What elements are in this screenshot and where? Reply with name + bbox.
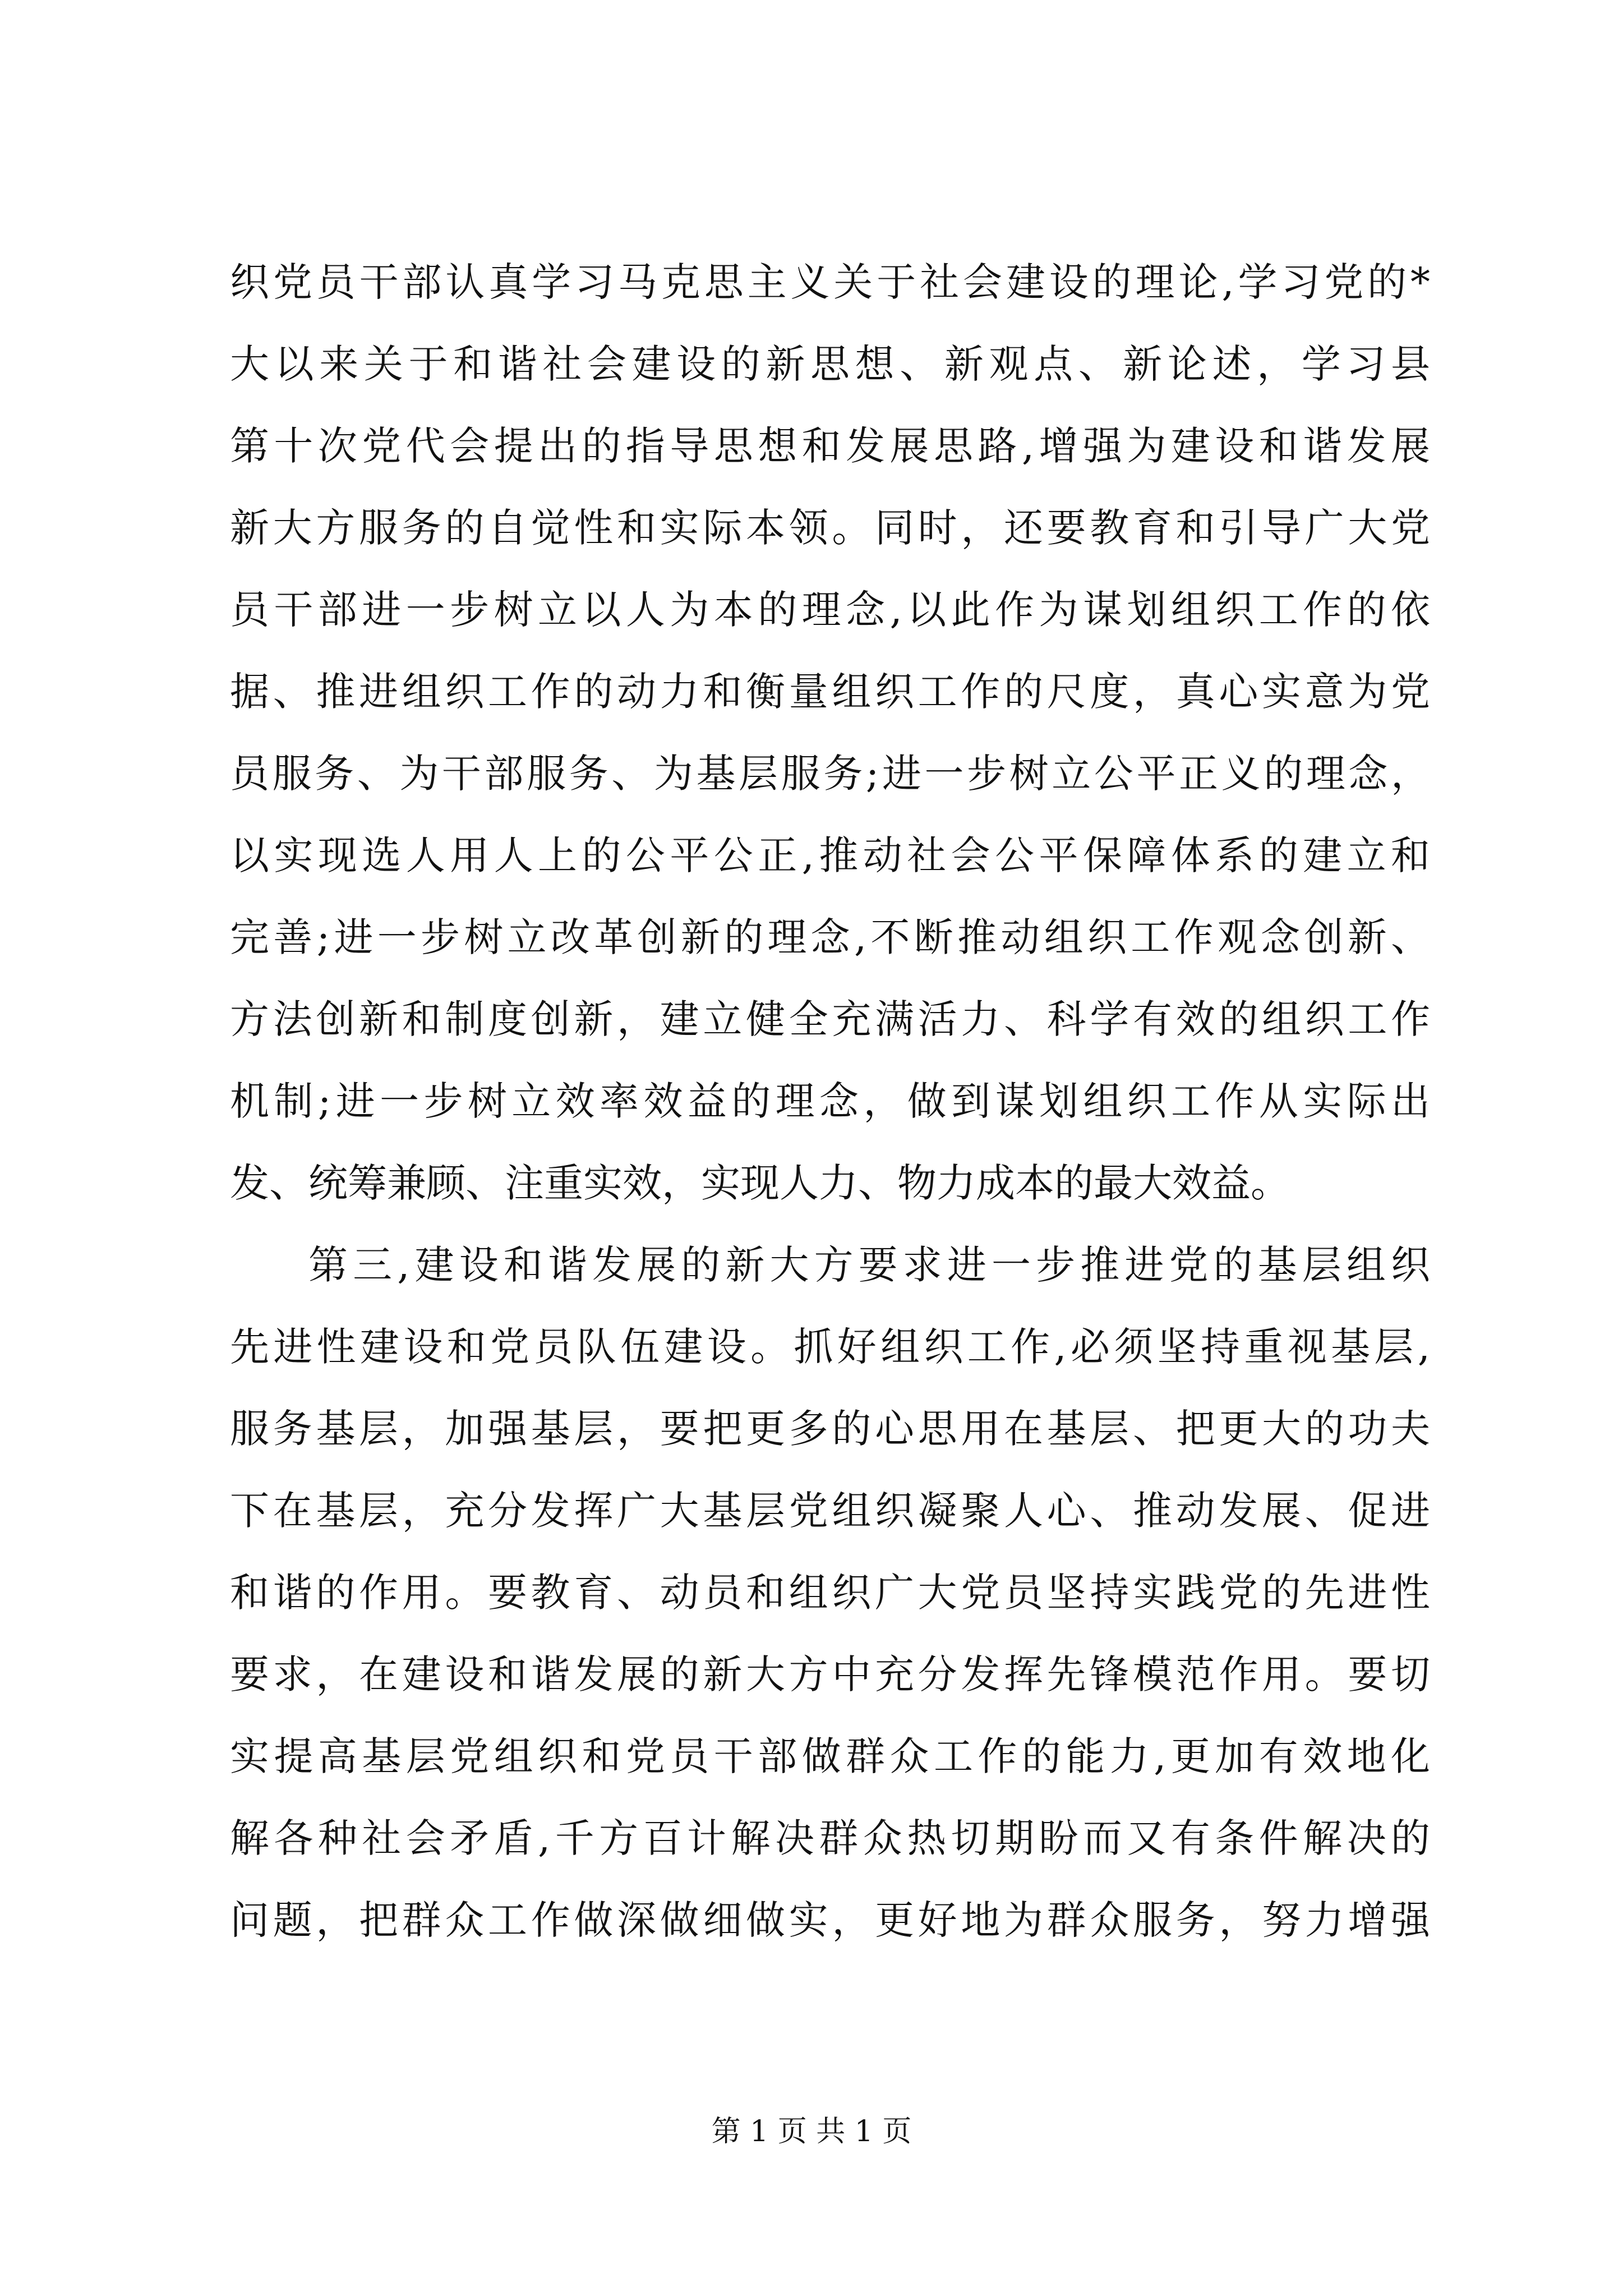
text-line: 新大方服务的自觉性和实际本领。同时，还要教育和引导广大党	[230, 505, 1430, 551]
paragraph-end-line: 发、统筹兼顾、注重实效，实现人力、物力成本的最大效益。	[230, 1160, 1290, 1206]
text-line: 大以来关于和谐社会建设的新思想、新观点、新论述，学习县	[230, 341, 1430, 387]
page-number-footer: 第 1 页 共 1 页	[711, 2115, 912, 2148]
text-line: 据、推进组织工作的动力和衡量组织工作的尺度，真心实意为党	[230, 669, 1430, 715]
text-line: 服务基层，加强基层，要把更多的心思用在基层、把更大的功夫	[230, 1406, 1430, 1452]
text-line: 实提高基层党组织和党员干部做群众工作的能力,更加有效地化	[230, 1733, 1430, 1779]
text-line: 员服务、为干部服务、为基层服务;进一步树立公平正义的理念，	[230, 751, 1430, 797]
text-line: 解各种社会矛盾,千方百计解决群众热切期盼而又有条件解决的	[230, 1815, 1430, 1861]
text-line: 以实现选人用人上的公平公正,推动社会公平保障体系的建立和	[230, 832, 1430, 878]
text-line: 方法创新和制度创新，建立健全充满活力、科学有效的组织工作	[230, 996, 1430, 1042]
text-line: 机制;进一步树立效率效益的理念，做到谋划组织工作从实际出	[230, 1078, 1430, 1124]
text-line: 和谐的作用。要教育、动员和组织广大党员坚持实践党的先进性	[230, 1570, 1430, 1616]
text-line: 织党员干部认真学习马克思主义关于社会建设的理论,学习党的*	[230, 259, 1430, 305]
text-line: 第十次党代会提出的指导思想和发展思路,增强为建设和谐发展	[230, 423, 1430, 469]
text-line: 先进性建设和党员队伍建设。抓好组织工作,必须坚持重视基层,	[230, 1324, 1430, 1370]
text-line: 完善;进一步树立改革创新的理念,不断推动组织工作观念创新、	[230, 914, 1430, 960]
body-text	[230, 241, 1430, 1961]
text-line: 员干部进一步树立以人为本的理念,以此作为谋划组织工作的依	[230, 587, 1430, 633]
text-line: 问题，把群众工作做深做细做实，更好地为群众服务，努力增强	[230, 1897, 1430, 1943]
text-line: 下在基层，充分发挥广大基层党组织凝聚人心、推动发展、促进	[230, 1488, 1430, 1534]
paragraph-start-line: 第三,建设和谐发展的新大方要求进一步推进党的基层组织	[308, 1242, 1430, 1288]
text-line: 要求，在建设和谐发展的新大方中充分发挥先锋模范作用。要切	[230, 1651, 1430, 1697]
